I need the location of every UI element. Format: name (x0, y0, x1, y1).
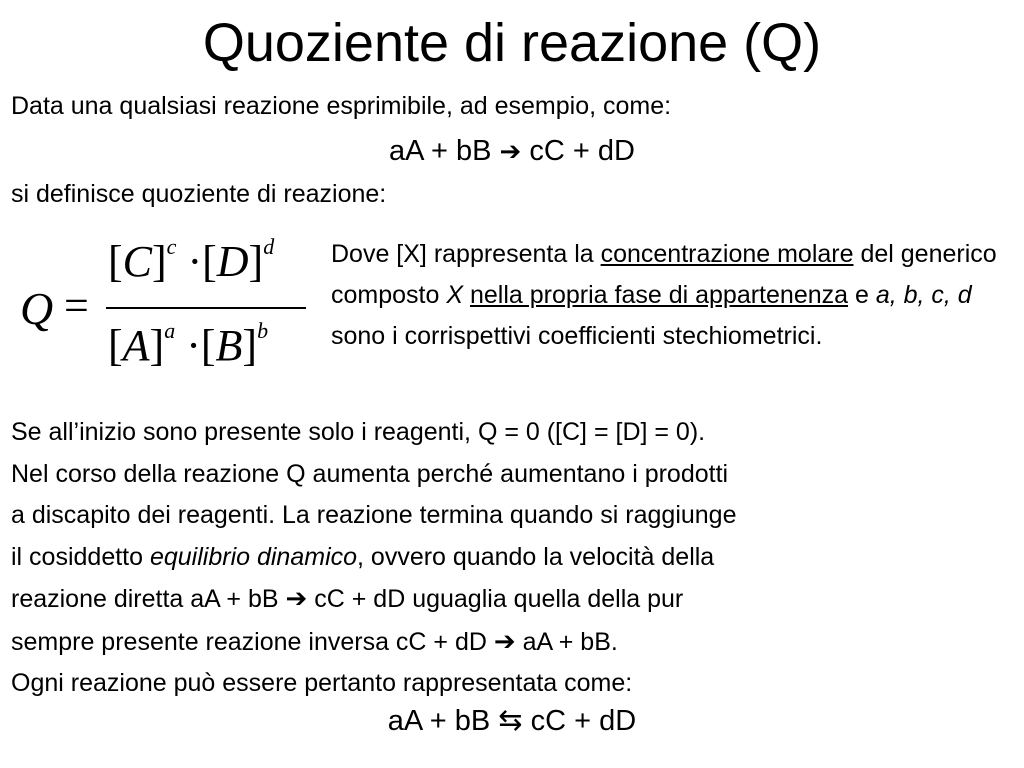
desc-italic-x: X (446, 281, 464, 309)
desc-underlined-concentration: concentrazione molare (600, 240, 854, 268)
equation-reactants: aA + bB (389, 135, 492, 167)
exponent-c: c (166, 234, 177, 259)
paragraph-line: Nel corso della reazione Q aumenta perché aumentano i prodotti (11, 459, 729, 488)
paragraph-text: il cosiddetto (11, 542, 150, 571)
slide-title: Quoziente di reazione (Q) (202, 13, 822, 73)
equation-products: cC + dD (530, 705, 637, 737)
bracket-open: [ (202, 237, 217, 286)
italic-term: equilibrio dinamico (149, 542, 358, 571)
exponent-b: b (257, 318, 269, 343)
reaction-quotient-formula (18, 232, 318, 382)
formula-equals: = (64, 281, 89, 330)
paragraph-text: sempre presente reazione inversa cC + dD (11, 627, 494, 656)
equation-products: cC + dD (529, 135, 635, 167)
desc-text: del generico composto (331, 240, 997, 309)
desc-text (463, 281, 470, 309)
bracket-close: ] (152, 237, 167, 286)
bracket-close: ] (242, 321, 258, 370)
exponent-a: a (164, 318, 176, 343)
paragraph-line (11, 621, 1021, 664)
forward-arrow-icon: ➔ (499, 136, 522, 166)
paragraph-line (11, 578, 1021, 621)
paragraph-line (11, 537, 1021, 579)
desc-underlined-phase: nella propria fase di appartenenza (469, 281, 849, 309)
bracket-open: [ (108, 321, 123, 370)
paragraph-text: cC + dD uguaglia quella della pur (307, 585, 684, 613)
species-c: C (122, 237, 153, 286)
species-a: A (122, 321, 150, 370)
fraction-bar (106, 307, 306, 309)
bracket-open: [ (200, 321, 216, 370)
reaction-equation (0, 134, 1024, 168)
paragraph-line: Ogni reazione può essere pertanto rappresentata come: (11, 669, 633, 697)
bracket-open: [ (108, 237, 123, 286)
desc-text: Dove [X] rappresenta la (331, 240, 601, 268)
formula-lhs: Q (20, 283, 54, 334)
forward-arrow-icon: ➔ (285, 583, 308, 613)
multiply-dot: · (187, 237, 203, 286)
paragraph-line: a discapito dei reagenti. La reazione termina quando si raggiunge (11, 501, 737, 529)
formula-numerator (108, 234, 274, 287)
bracket-close: ] (248, 237, 264, 286)
bracket-close: ] (149, 321, 165, 370)
formula-description (331, 234, 1021, 357)
desc-text: e (848, 281, 876, 309)
paragraph-text: , ovvero quando la velocità della (357, 542, 715, 571)
desc-text: sono i corrispettivi coefficienti stechiometrici. (331, 322, 823, 350)
paragraph-line: Se all’inizio sono presente solo i reagenti, Q = 0 ([C] = [D] = 0). (11, 418, 706, 446)
equilibrium-equation (0, 704, 1024, 738)
desc-italic-coefficients: a, b, c, d (875, 281, 972, 309)
species-d: D (216, 237, 249, 286)
definition-text: si definisce quoziente di reazione: (11, 180, 387, 208)
exponent-d: d (263, 234, 275, 259)
forward-arrow-icon: ➔ (493, 625, 516, 656)
species-b: B (215, 321, 243, 370)
multiply-dot: · (186, 321, 201, 370)
equation-reactants: aA + bB (387, 705, 491, 737)
explanation-paragraph (11, 412, 1021, 705)
paragraph-text: aA + bB. (515, 627, 618, 656)
formula-denominator (108, 318, 268, 371)
paragraph-text: reazione diretta aA + bB (11, 585, 286, 613)
equilibrium-arrows-icon: ⇆ (498, 705, 523, 737)
intro-text: Data una qualsiasi reazione esprimibile, ad esempio, come: (11, 92, 672, 120)
